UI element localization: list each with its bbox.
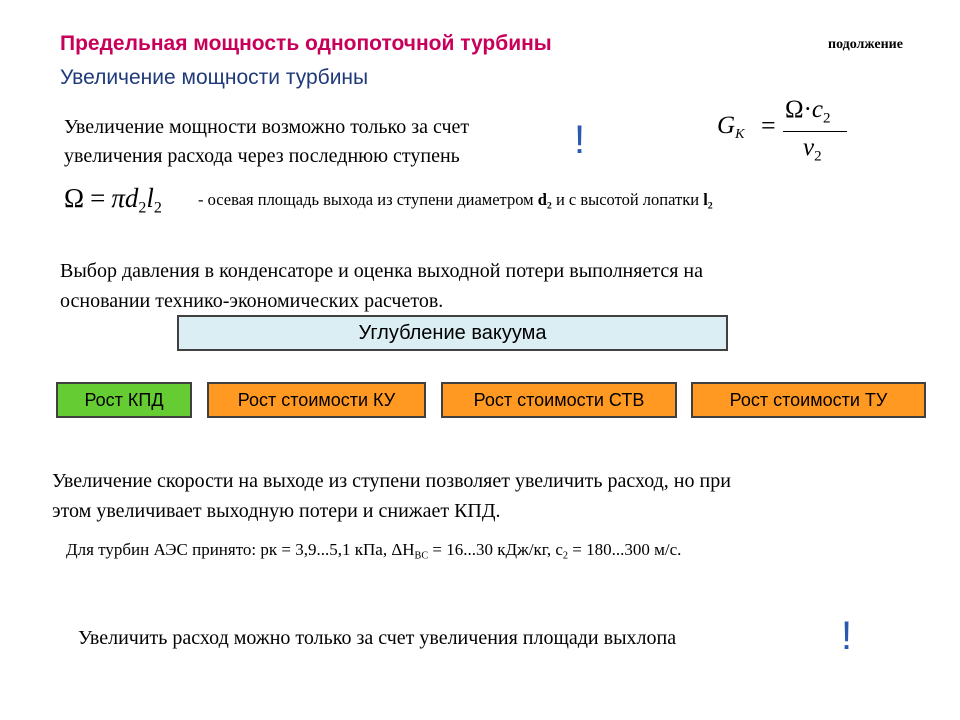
flow-formula-lhs: $G_К$	[717, 112, 745, 142]
intro-paragraph	[64, 113, 469, 171]
continuation-label: подолжение	[828, 37, 903, 52]
intro-line-2: увеличения расхода через последнюю ступень	[64, 145, 460, 167]
velocity-paragraph	[52, 466, 731, 526]
intro-line-1: Увеличение мощности возможно только за счет	[64, 116, 470, 138]
condenser-line-2: основании технико-экономических расчетов.	[60, 290, 444, 312]
flow-formula-denominator: $v_2$	[803, 134, 822, 165]
slide-subtitle: Увеличение мощности турбины	[60, 66, 369, 89]
effect-box-cooling-cost: Рост стоимости СТВ	[441, 382, 677, 418]
velocity-line-1: Увеличение скорости на выходе из ступени позволяет увеличить расход, но при	[52, 470, 731, 492]
fraction-bar	[783, 131, 847, 132]
slide-title: Предельная мощность однопоточной турбины	[60, 32, 552, 55]
effect-box-condenser-cost: Рост стоимости КУ	[207, 382, 426, 418]
effect-box-turbine-cost: Рост стоимости ТУ	[691, 382, 926, 418]
conclusion-text: Увеличить расход можно только за счет увеличения площади выхлопа	[78, 627, 677, 649]
flow-formula-equals: =	[761, 111, 776, 140]
flow-formula	[717, 96, 857, 172]
condenser-line-1: Выбор давления в конденсаторе и оценка выходной потери выполняется на	[60, 260, 703, 282]
effect-box-efficiency: Рост КПД	[56, 382, 192, 418]
area-formula: $\Omega = \pi d_2l_2$	[64, 183, 162, 217]
flow-formula-numerator: $\Omega\cdot c_2$	[785, 96, 831, 127]
npp-parameters: Для турбин АЭС принято: рк = 3,9...5,1 кПа, $\Delta Н_{ВС} = 16...30$ кДж/кг, $с_2 = 180...300$ м/с.	[66, 540, 682, 562]
exclamation-icon-conclusion: !	[841, 614, 853, 658]
condenser-paragraph	[60, 256, 703, 316]
velocity-line-2: этом увеличивает выходную потери и снижает КПД.	[52, 500, 501, 522]
vacuum-deepening-box: Углубление вакуума	[177, 315, 728, 351]
area-description: - осевая площадь выхода из ступени диаметром $d_2$ и с высотой лопатки $l_2$	[198, 190, 713, 212]
exclamation-icon: !	[574, 118, 586, 162]
